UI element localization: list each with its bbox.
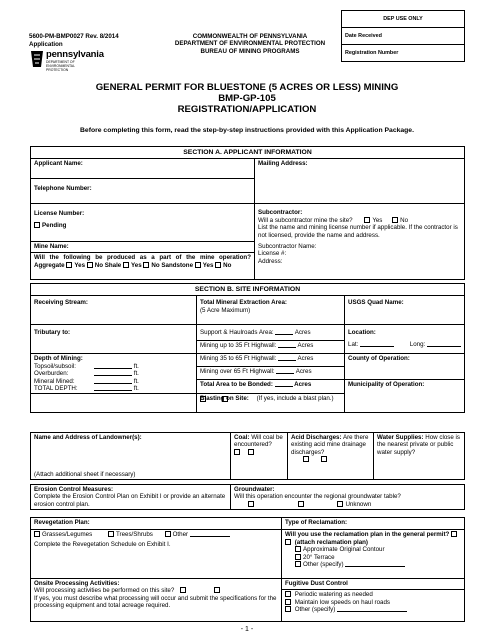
- approx-contour-label: Approximate Original Contour: [303, 546, 385, 554]
- mining-up-to-35-label: Mining up to 35 Ft Highwall:: [200, 342, 277, 350]
- subcontractor-no-checkbox[interactable]: [392, 217, 398, 223]
- yes-label: Yes: [372, 216, 383, 224]
- total-mineral-field: [197, 296, 345, 325]
- groundwater-yes-checkbox[interactable]: [248, 501, 254, 507]
- acid-label: Acid Discharges:: [291, 434, 342, 441]
- blasting-row: [197, 394, 345, 413]
- location-label: Location:: [348, 329, 376, 337]
- overburden-label: Overburden:: [34, 370, 69, 378]
- logo-subtext: DEPARTMENT OF ENVIRONMENTAL PROTECTION: [46, 60, 75, 72]
- reclamation-no-checkbox[interactable]: [285, 539, 291, 545]
- subcontractor-name-label: Subcontractor Name:: [258, 243, 317, 251]
- logo-text: pennsylvania: [46, 49, 104, 60]
- grasses-label: Grasses/Legumes: [42, 531, 93, 539]
- lat-label: Lat:: [348, 340, 359, 348]
- dep-use-only-label: DEP USE ONLY: [342, 11, 465, 28]
- maintain-speeds-label: Maintain low speeds on haul roads: [294, 598, 391, 606]
- fugitive-dust-field: [282, 579, 465, 622]
- blasting-label: Blasting on Site:: [200, 395, 249, 403]
- sandstone-label: Sandstone: [161, 261, 194, 269]
- section-a-heading: SECTION A. APPLICANT INFORMATION: [31, 147, 465, 159]
- no-label: No: [223, 261, 232, 269]
- location-field: [345, 325, 465, 354]
- reclamation-other-checkbox[interactable]: [295, 561, 301, 567]
- keystone-icon: [30, 50, 44, 68]
- water-supplies-field: [374, 433, 465, 480]
- subcontractor-field: [255, 204, 465, 280]
- county-label: County of Operation:: [348, 355, 410, 363]
- municipality-field[interactable]: [345, 380, 465, 413]
- municipality-label: Municipality of Operation:: [348, 381, 425, 389]
- mining-over-65-input[interactable]: [276, 373, 294, 374]
- aggregate-no-checkbox[interactable]: [87, 262, 93, 268]
- sandstone-no-checkbox[interactable]: [215, 262, 221, 268]
- reclamation-other-input[interactable]: [345, 566, 405, 567]
- erosion-field: [31, 485, 231, 510]
- mineral-mined-input[interactable]: [94, 383, 132, 384]
- production-question-field: [31, 253, 255, 280]
- agency-line: DEPARTMENT OF ENVIRONMENTAL PROTECTION: [174, 40, 326, 48]
- periodic-watering-label: Periodic watering as needed: [294, 591, 373, 599]
- onsite-processing-field: [31, 579, 282, 622]
- mining-35-65-label: Mining 35 to 65 Ft Highwall:: [200, 355, 277, 363]
- mining-35-65-input[interactable]: [278, 360, 296, 361]
- section-b-heading: SECTION B. SITE INFORMATION: [31, 284, 465, 296]
- onsite-text: If yes, you must describe what processing will occur and submit the specifications for the processing equipment and total acreage required.: [34, 594, 277, 610]
- agency-line: COMMONWEALTH OF PENNSYLVANIA: [192, 33, 308, 40]
- periodic-watering-checkbox[interactable]: [285, 591, 291, 597]
- groundwater-question: Will this operation encounter the regional groundwater table?: [234, 493, 401, 501]
- maintain-speeds-checkbox[interactable]: [285, 599, 291, 605]
- telephone-field[interactable]: [31, 179, 255, 204]
- coal-field: [231, 433, 288, 480]
- five-acre-max-label: (5 Acre Maximum): [200, 306, 251, 314]
- instructions-text: Before completing this form, read the step-by-step instructions provided with this Application Package.: [80, 127, 414, 134]
- date-received-label: Date Received: [342, 28, 465, 45]
- depth-spacer: [31, 394, 197, 413]
- other-input[interactable]: [190, 536, 230, 537]
- onsite-yes-checkbox[interactable]: [180, 587, 186, 593]
- reclamation-field: [282, 518, 465, 579]
- blasting-note: (If yes, include a blast plan.): [256, 395, 334, 403]
- trees-label: Trees/Shrubs: [115, 531, 153, 539]
- onsite-no-checkbox[interactable]: [214, 587, 220, 593]
- title-line-1: GENERAL PERMIT FOR BLUESTONE (5 ACRES OR LESS) MINING: [95, 82, 399, 93]
- groundwater-no-checkbox[interactable]: [298, 501, 304, 507]
- ft-label: ft.: [133, 362, 139, 370]
- landowner-field[interactable]: [31, 433, 231, 480]
- acres-label: Acres: [297, 342, 314, 350]
- mining-over-65-row: [197, 367, 345, 380]
- acres-label: Acres: [295, 368, 312, 376]
- tributary-field[interactable]: [31, 325, 197, 354]
- aggregate-yes-checkbox[interactable]: [66, 262, 72, 268]
- acres-label: Acres: [294, 329, 311, 337]
- reclamation-question: Will you use the reclamation plan in the general permit?: [285, 531, 450, 539]
- mining-35-65-row: [197, 354, 345, 367]
- attach-reclamation-label: (attach reclamation plan): [294, 538, 368, 546]
- registration-number-label: Registration Number: [342, 45, 465, 62]
- support-haulroads-row: [197, 325, 345, 341]
- erosion-table: [30, 484, 465, 510]
- other-label: Other: [172, 531, 189, 539]
- usgs-quad-label: USGS Quad Name:: [348, 299, 404, 307]
- acres-label: Acres: [294, 381, 312, 389]
- coal-label: Coal:: [234, 434, 250, 441]
- license-number-field: [31, 204, 255, 242]
- mailing-address-field[interactable]: [255, 159, 465, 204]
- address-label: Address:: [258, 257, 283, 265]
- revegetation-text: Complete the Revegetation Schedule on Exhibit I.: [34, 540, 171, 548]
- total-bonded-input[interactable]: [275, 386, 293, 387]
- groundwater-unknown-checkbox[interactable]: [337, 501, 343, 507]
- depth-of-mining-label: Depth of Mining:: [34, 355, 83, 363]
- pennsylvania-logo: [30, 49, 104, 72]
- mine-name-field[interactable]: [31, 242, 255, 253]
- shale-label: Shale: [104, 261, 122, 269]
- shale-no-checkbox[interactable]: [143, 262, 149, 268]
- fugitive-other-checkbox[interactable]: [285, 606, 291, 612]
- mining-over-65-label: Mining over 65 Ft Highwall:: [200, 368, 275, 376]
- pending-checkbox[interactable]: [34, 222, 40, 228]
- lat-input[interactable]: [360, 346, 394, 347]
- erosion-label: Erosion Control Measures:: [34, 486, 114, 493]
- trees-checkbox[interactable]: [108, 531, 114, 537]
- title-line-2: BMP-GP-105: [218, 93, 276, 105]
- page-number: - 1 -: [240, 626, 254, 633]
- landowner-table: [30, 432, 465, 480]
- fugitive-other-label: Other (specify): [294, 606, 336, 614]
- sandstone-yes-checkbox[interactable]: [195, 262, 201, 268]
- acid-no-checkbox[interactable]: [321, 456, 327, 462]
- coal-no-checkbox[interactable]: [248, 449, 254, 455]
- topsoil-input[interactable]: [94, 368, 132, 369]
- reclamation-yes-checkbox[interactable]: [451, 531, 457, 537]
- agency-block: [140, 33, 360, 55]
- groundwater-field: [231, 485, 465, 510]
- coal-yes-checkbox[interactable]: [234, 449, 240, 455]
- onsite-question: Will processing activities be performed on this site?: [34, 587, 175, 595]
- reclamation-type-label: Type of Reclamation:: [285, 519, 348, 526]
- support-haulroads-label: Support & Haulroads Area:: [200, 329, 274, 337]
- pending-label: Pending: [42, 221, 67, 229]
- applicant-name-field[interactable]: [31, 159, 255, 179]
- mineral-mined-label: Mineral Mined:: [34, 377, 75, 385]
- subcontractor-question: Will a subcontractor mine the site?: [258, 216, 353, 224]
- receiving-stream-field[interactable]: [31, 296, 197, 325]
- terrace-checkbox[interactable]: [295, 554, 301, 560]
- total-depth-input[interactable]: [94, 390, 132, 391]
- groundwater-label: Groundwater:: [234, 486, 275, 493]
- license-number-label: License Number:: [34, 210, 85, 218]
- topsoil-label: Topsoil/subsoil:: [34, 362, 76, 370]
- onsite-label: Onsite Processing Activities:: [34, 580, 120, 587]
- terrace-label: 20° Terrace: [303, 553, 335, 561]
- ft-label: ft.: [133, 370, 139, 378]
- shale-yes-checkbox[interactable]: [123, 262, 129, 268]
- subcontractor-label: Subcontractor:: [258, 209, 303, 217]
- total-bonded-row: [197, 380, 345, 394]
- subcontractor-yes-checkbox[interactable]: [364, 217, 370, 223]
- fugitive-label: Fugitive Dust Control: [285, 580, 348, 587]
- total-mineral-label: Total Mineral Extraction Area:: [200, 299, 287, 307]
- revegetation-field: [31, 518, 282, 579]
- blasting-no-checkbox[interactable]: [222, 396, 228, 402]
- receiving-stream-label: Receiving Stream:: [34, 299, 88, 307]
- long-input[interactable]: [427, 346, 461, 347]
- usgs-quad-field[interactable]: [345, 296, 465, 325]
- telephone-label: Telephone Number:: [34, 185, 92, 193]
- production-question: Will the following be produced as a part of the mine operation? Aggregate: [34, 254, 251, 269]
- license-no-label: License #:: [258, 250, 287, 258]
- no-label: No: [151, 261, 160, 269]
- subcontractor-list-text: List the name and mining license number if applicable. If the contractor is not licensed, provide the name and address.: [258, 224, 458, 239]
- water-label: Water Supplies:: [377, 434, 424, 441]
- yes-label: Yes: [74, 261, 86, 269]
- fugitive-other-input[interactable]: [337, 611, 407, 612]
- support-haulroads-input[interactable]: [275, 334, 293, 335]
- page-title: [30, 82, 464, 116]
- agency-line: BUREAU OF MINING PROGRAMS: [200, 47, 300, 55]
- unknown-label: Unknown: [345, 500, 372, 508]
- depth-of-mining-field: [31, 354, 197, 394]
- no-label: No: [400, 216, 409, 224]
- mining-up-to-35-row: [197, 341, 345, 354]
- acres-label: Acres: [297, 355, 314, 363]
- revegetation-label: Revegetation Plan:: [34, 519, 90, 526]
- tributary-label: Tributary to:: [34, 329, 71, 337]
- mine-name-label: Mine Name:: [34, 243, 69, 251]
- county-field[interactable]: [345, 354, 465, 380]
- acid-yes-checkbox[interactable]: [303, 456, 309, 462]
- form-type: Application: [29, 41, 63, 48]
- acid-field: [288, 433, 374, 480]
- blasting-yes-checkbox[interactable]: [200, 396, 206, 402]
- total-depth-label: TOTAL DEPTH:: [34, 385, 78, 393]
- water-question: How close is the nearest private or public water supply?: [377, 434, 460, 456]
- approx-contour-checkbox[interactable]: [295, 546, 301, 552]
- section-b-table: [30, 283, 465, 413]
- coal-question: Will coal be encountered?: [234, 434, 283, 449]
- grasses-checkbox[interactable]: [34, 531, 40, 537]
- section-a-table: [30, 146, 465, 280]
- dep-use-only-box: [341, 10, 465, 62]
- title-line-3: REGISTRATION/APPLICATION: [177, 104, 317, 116]
- no-label: No: [94, 261, 103, 269]
- landowner-label: Name and Address of Landowner(s):: [34, 434, 142, 441]
- yes-label: Yes: [130, 261, 142, 269]
- ft-label: ft.: [133, 385, 139, 393]
- mining-up-to-35-input[interactable]: [278, 347, 296, 348]
- other-checkbox[interactable]: [165, 531, 171, 537]
- acid-question: Are there existing acid mine drainage discharges?: [291, 434, 369, 456]
- attach-note: (Attach additional sheet if necessary): [34, 470, 136, 478]
- ft-label: ft.: [133, 377, 139, 385]
- applicant-name-label: Applicant Name:: [34, 160, 83, 168]
- other-specify-label: Other (specify): [303, 561, 344, 569]
- mailing-address-label: Mailing Address:: [258, 160, 308, 168]
- yes-label: Yes: [202, 261, 214, 269]
- total-bonded-label: Total Area to be Bonded:: [200, 381, 273, 389]
- overburden-input[interactable]: [94, 375, 132, 376]
- form-id: 5600-PM-BMP0027 Rev. 8/2014: [29, 33, 119, 40]
- reclamation-table: [30, 517, 465, 622]
- erosion-text: Complete the Erosion Control Plan on Exhibit I or provide an alternate erosion control plan.: [34, 493, 226, 508]
- long-label: Long:: [409, 340, 426, 348]
